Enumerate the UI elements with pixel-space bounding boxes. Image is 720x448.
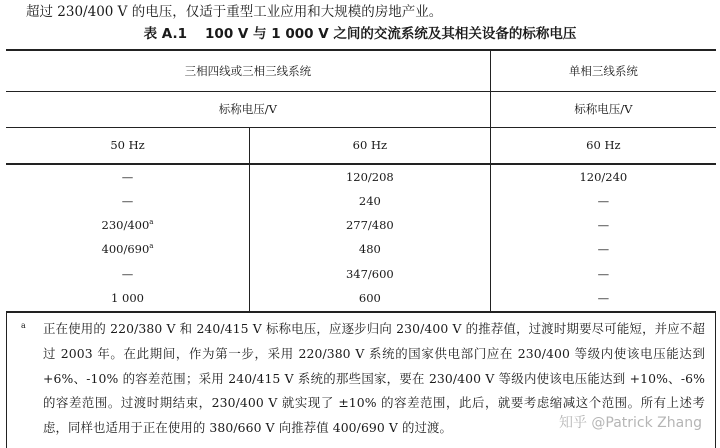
cell-single-phase: — [490,286,716,311]
cell-50hz: — [121,266,134,281]
header-single-phase: 单相三线系统 [490,51,716,91]
cell-50hz: 230/400$^a$ [101,218,154,233]
cell-single-phase: — [490,189,716,213]
table-row [6,213,716,237]
header-60hz-single-phase: 60 Hz [490,127,716,164]
header-60hz-three-phase: 60 Hz [250,127,491,164]
watermark: 知乎 @Patrick Zhang [558,415,702,431]
cell-60hz: 277/480 [250,213,491,237]
footnote-ref: a [149,218,154,227]
table-row [6,164,716,188]
cell-60hz: 600 [250,286,491,311]
cell-single-phase: — [490,262,716,286]
header-50hz: 50 Hz [6,127,250,164]
cell-50hz: — [121,169,134,184]
table-caption-id: 表 A.1 [143,26,188,42]
table-row [6,286,716,311]
footnote-text: 正在使用的 220/380 V 和 240/415 V 标称电压，应逐步归向 230/400 V 的推荐值，过渡时期要尽可能短，并应不超过 2003 年。在此期间，作为第一步，采用 220/380 V 系统的国家供电部门应在 230/400 等级内使该电压能达到 +6%、-10% 的容差范围；采用 240/415 V 系统的那些国家，要在 230/400 V 等级内使该电压能达到 +10%、-6% 的容差范围。过渡时期结束，230/400 V 就实现了 ±10% 的容差范围，此后，就要考虑缩减这个范围。所有上述考虑，同样也适用于正在使用的 380/660 V 向推荐值 400/690 V 的过渡。 [43,321,705,436]
table-row [6,237,716,261]
header-three-phase: 三相四线或三相三线系统 [6,51,490,91]
cell-60hz: 347/600 [250,262,491,286]
cell-single-phase: — [490,213,716,237]
cell-single-phase: — [490,237,716,261]
footnote-marker: a [21,321,26,330]
table-caption [0,24,720,44]
header-nominal-voltage-single-phase: 标称电压/V [490,91,716,127]
cell-50hz: 400/690$^a$ [101,242,154,257]
cell-60hz: 240 [250,189,491,213]
intro-paragraph: 超过 230/400 V 的电压，仅适于重型工业应用和大规模的房地产业。 [26,4,443,20]
footnote-ref: a [149,242,154,251]
table-row [6,262,716,286]
table-caption-title: 100 V 与 1 000 V 之间的交流系统及其相关设备的标称电压 [205,26,577,42]
voltage-table [6,49,716,313]
cell-60hz: 480 [250,237,491,261]
header-nominal-voltage-three-phase: 标称电压/V [6,91,490,127]
table-row [6,189,716,213]
cell-50hz: 1 000 [111,291,144,306]
cell-50hz: — [121,193,134,208]
cell-single-phase: 120/240 [490,164,716,188]
cell-60hz: 120/208 [250,164,491,188]
